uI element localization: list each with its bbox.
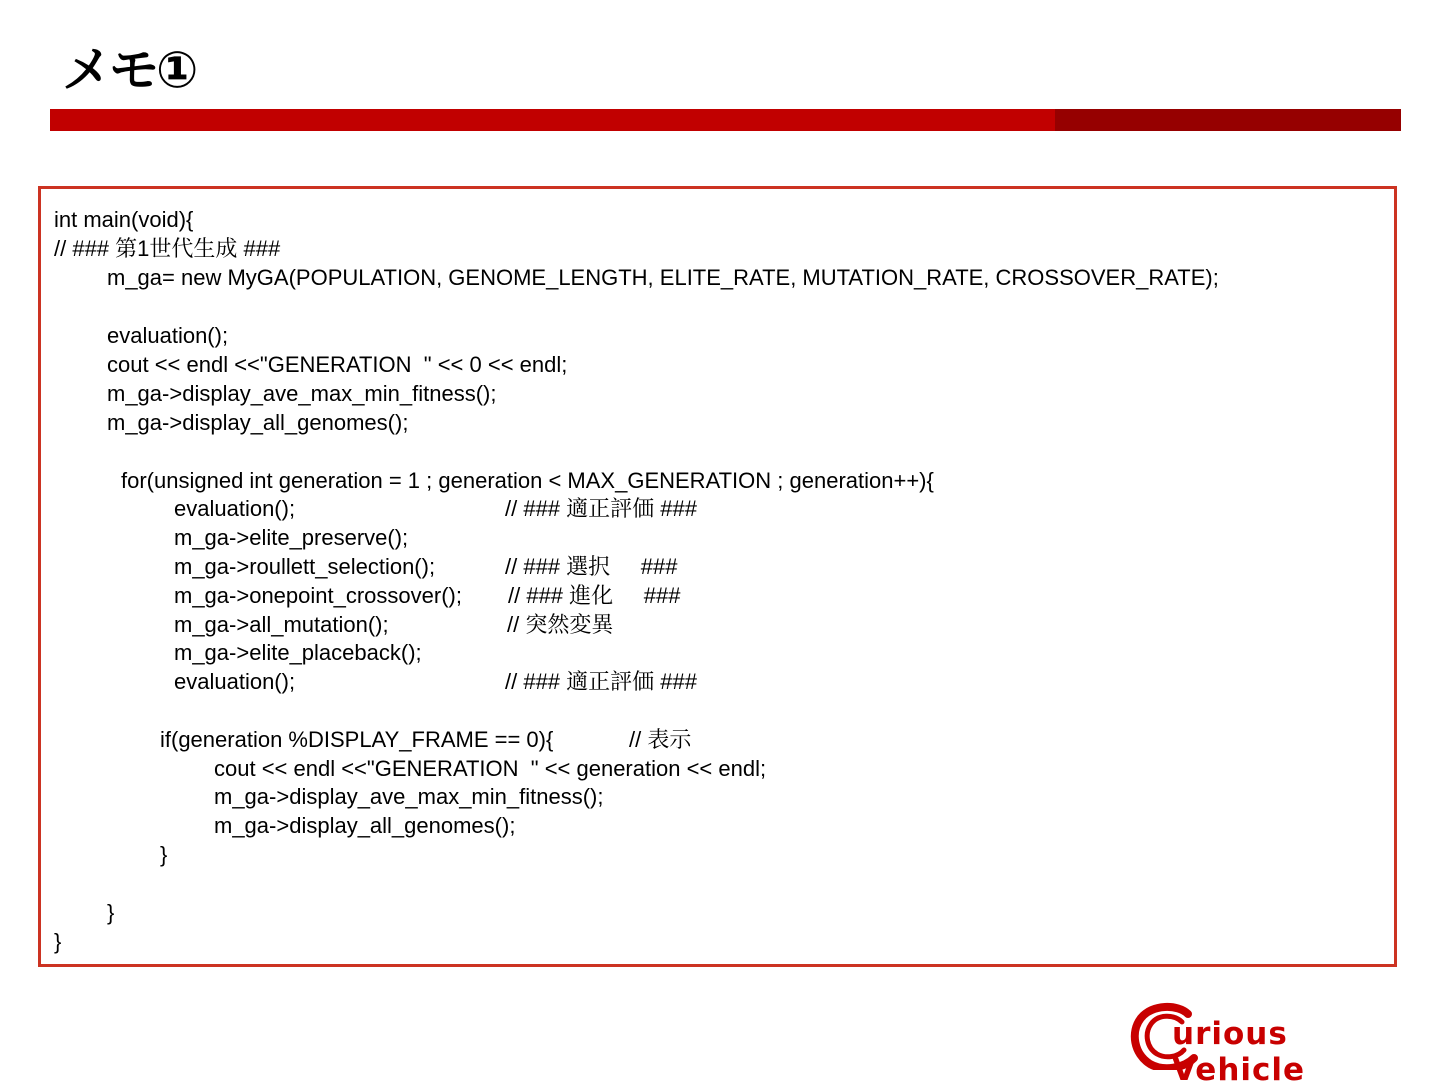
code-line: cout << endl <<"GENERATION " << generation << endl;	[214, 756, 767, 781]
code-line: m_ga->display_ave_max_min_fitness();	[107, 381, 497, 406]
code-line: cout << endl <<"GENERATION " << 0 << endl;	[107, 352, 568, 377]
code-line: m_ga->display_all_genomes();	[214, 813, 516, 838]
title-underline-bar	[50, 109, 1401, 131]
code-line: evaluation();	[107, 323, 229, 348]
code-line: }	[160, 842, 168, 867]
code-line: m_ga->display_ave_max_min_fitness();	[214, 784, 604, 809]
code-comment: // ### 選択 ###	[505, 554, 678, 579]
logo-text: urious Vehicle	[1172, 1016, 1306, 1088]
code-comment: // 突然変異	[507, 612, 614, 637]
code-comment: // ### 進化 ###	[508, 583, 681, 608]
code-line: m_ga->all_mutation();	[174, 612, 389, 637]
code-line: // ### 第1世代生成 ###	[54, 236, 281, 261]
code-line: int main(void){	[54, 207, 194, 232]
code-line: }	[107, 900, 115, 925]
code-line: m_ga->display_all_genomes();	[107, 410, 409, 435]
code-line: if(generation %DISPLAY_FRAME == 0){	[160, 727, 554, 752]
code-line: for(unsigned int generation = 1 ; generation < MAX_GENERATION ; generation++){	[121, 468, 934, 493]
code-line: }	[54, 929, 62, 954]
code-line: m_ga->elite_placeback();	[174, 640, 422, 665]
code-comment: // 表示	[629, 727, 692, 752]
code-line: evaluation();	[174, 496, 296, 521]
code-comment: // ### 適正評価 ###	[505, 496, 697, 521]
code-line: m_ga= new MyGA(POPULATION, GENOME_LENGTH, ELITE_RATE, MUTATION_RATE, CROSSOVER_RATE);	[107, 265, 1219, 290]
code-block	[38, 186, 1397, 967]
code-comment: // ### 適正評価 ###	[505, 669, 697, 694]
code-line: m_ga->elite_preserve();	[174, 525, 409, 550]
code-line: m_ga->roullett_selection();	[174, 554, 436, 579]
code-line: m_ga->onepoint_crossover();	[174, 583, 462, 608]
slide-title: メモ①	[62, 41, 196, 99]
code-line: evaluation();	[174, 669, 296, 694]
company-logo	[1130, 1002, 1405, 1088]
